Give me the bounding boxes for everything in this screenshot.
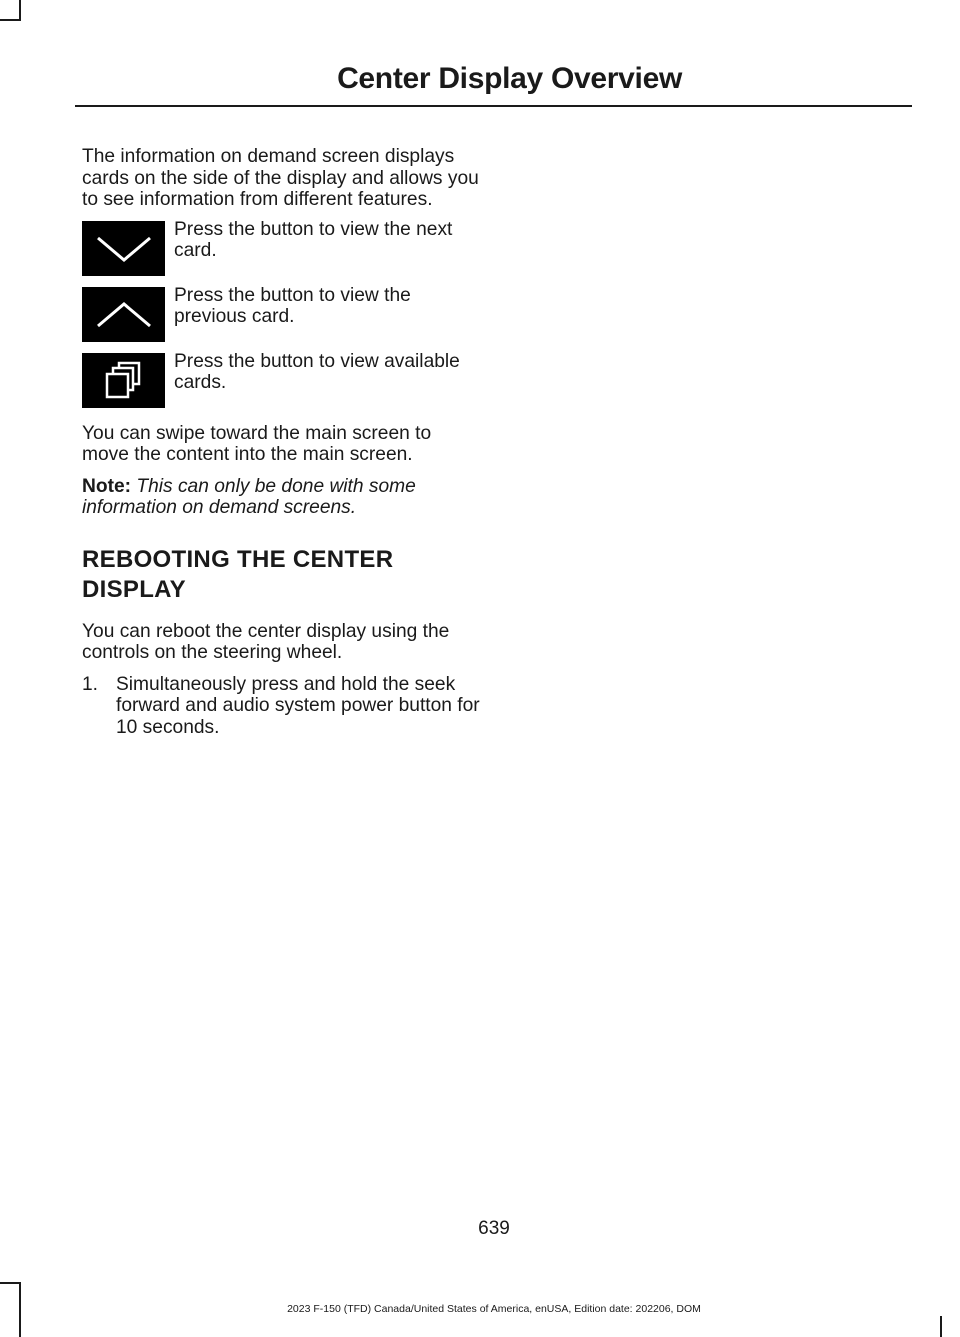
page-title: Center Display Overview	[337, 62, 682, 95]
crop-mark	[0, 19, 21, 21]
section-body: You can reboot the center display using the controls on the steering wheel.	[82, 620, 450, 663]
step-number: 1.	[82, 673, 99, 695]
section-heading-line: REBOOTING THE CENTER	[82, 545, 394, 573]
chevron-down-icon	[82, 221, 165, 276]
cards-stack-icon	[82, 353, 165, 408]
footer-text: 2023 F-150 (TFD) Canada/United States of America, enUSA, Edition date: 202206, DOM	[287, 1303, 701, 1315]
icon-description: Press the button to view available cards.	[174, 350, 460, 393]
header-rule	[75, 105, 912, 107]
intro-paragraph: The information on demand screen displays cards on the side of the display and allows you to see information from different features.	[82, 146, 479, 210]
section-heading	[82, 545, 480, 605]
crop-mark	[940, 1316, 942, 1337]
list-item	[82, 674, 480, 739]
icon-row-previous	[82, 284, 480, 343]
icon-row-next	[82, 218, 480, 277]
section-heading-line: DISPLAY	[82, 575, 186, 603]
step-text: Simultaneously press and hold the seek forward and audio system power button for 10 seconds.	[116, 673, 480, 738]
icon-description: Press the button to view the previous card.	[174, 284, 411, 327]
content-column	[82, 146, 480, 738]
swipe-paragraph: You can swipe toward the main screen to move the content into the main screen.	[82, 422, 432, 465]
page-number: 639	[478, 1218, 510, 1239]
chevron-up-icon	[82, 287, 165, 342]
note-label: Note:	[82, 475, 132, 497]
note-text: This can only be done with some information on demand screens.	[82, 475, 416, 518]
crop-mark	[19, 0, 21, 21]
icon-row-available	[82, 350, 480, 409]
icon-description: Press the button to view the next card.	[174, 218, 453, 261]
note	[82, 476, 480, 519]
crop-mark	[0, 1282, 21, 1284]
